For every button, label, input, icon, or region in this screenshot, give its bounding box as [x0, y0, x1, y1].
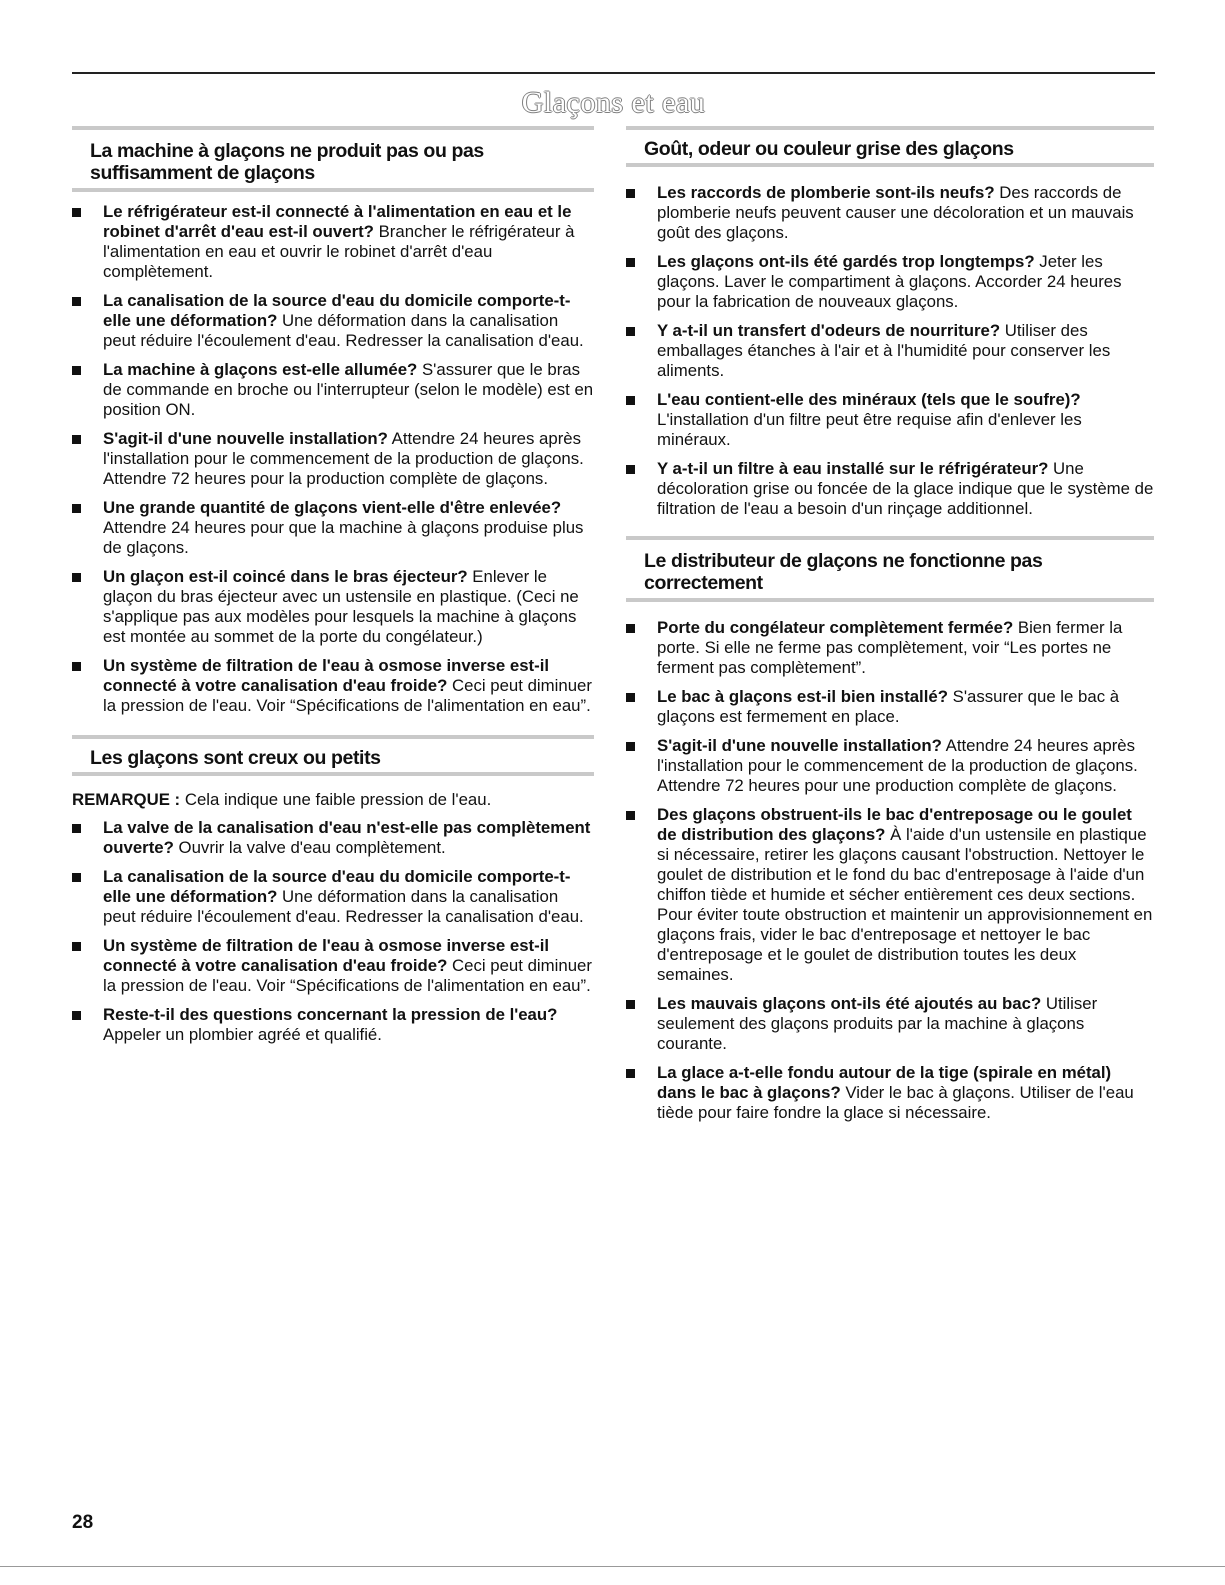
question: Reste-t-il des questions concernant la pression de l'eau? [103, 1005, 558, 1024]
item-list [626, 183, 1154, 519]
page-heading: Glaçons et eau [521, 86, 706, 119]
question: Le réfrigérateur est-il connecté à l'alimentation en eau et le robinet d'arrêt d'eau est-il ouvert? [103, 202, 572, 241]
answer: Jeter les glaçons. Laver le compartiment à glaçons. Accorder 24 heures pour la fabrication de nouveaux glaçons. [657, 252, 1122, 311]
list-item [626, 321, 1154, 381]
list-item [72, 1005, 594, 1045]
right-column [626, 126, 1154, 1132]
page-number: 28 [72, 1512, 94, 1533]
item-list [626, 618, 1154, 1123]
list-item [72, 818, 594, 858]
question: L'eau contient-elle des minéraux (tels que le soufre)? [657, 390, 1081, 409]
answer: À l'aide d'un ustensile en plastique si nécessaire, retirer les glaçons causant l'obstruction. Nettoyer le goulet de distribution et le fond du bac d'entreposage à l'aide d'un chiffon tiède et humide et sécher entièrement ces deux sections. Pour éviter toute obstruction et maintenir un approvisionnement en glaçons frais, vider le bac d'entreposage et nettoyer le bac d'entreposage et le goulet de distribution toutes les deux semaines. [657, 825, 1153, 984]
left-column [72, 126, 594, 1054]
question: Des glaçons obstruent-ils le bac d'entreposage ou le goulet de distribution des glaçons? [657, 805, 1132, 844]
answer: Utiliser des emballages étanches à l'air et à l'humidité pour conserver les aliments. [657, 321, 1111, 380]
item-list [72, 202, 594, 716]
list-item [72, 656, 594, 716]
question: La glace a-t-elle fondu autour de la tige (spirale en métal) dans le bac à glaçons? [657, 1063, 1112, 1102]
answer: Attendre 24 heures après l'installation pour le commencement de la production de glaçons. Attendre 72 heures pour une production complète de glaçons. [657, 736, 1138, 795]
section-title: Le distributeur de glaçons ne fonctionne pas correctement [626, 536, 1154, 602]
list-item [626, 183, 1154, 243]
question: Les mauvais glaçons ont-ils été ajoutés au bac? [657, 994, 1042, 1013]
question: Un glaçon est-il coincé dans le bras éjecteur? [103, 567, 468, 586]
section-title: Goût, odeur ou couleur grise des glaçons [626, 126, 1154, 167]
question: Porte du congélateur complètement fermée? [657, 618, 1014, 637]
list-item [626, 618, 1154, 678]
list-item [72, 360, 594, 420]
answer: Attendre 24 heures pour que la machine à glaçons produise plus de glaçons. [103, 518, 584, 557]
list-item [626, 390, 1154, 450]
question: La canalisation de la source d'eau du domicile comporte-t-elle une déformation? [103, 291, 571, 330]
list-item [626, 994, 1154, 1054]
answer: S'assurer que le bac à glaçons est fermement en place. [657, 687, 1120, 726]
question: Les glaçons ont-ils été gardés trop longtemps? [657, 252, 1035, 271]
section-title: Les glaçons sont creux ou petits [72, 735, 594, 776]
answer: Appeler un plombier agréé et qualifié. [103, 1025, 382, 1044]
section-title: La machine à glaçons ne produit pas ou pas suffisamment de glaçons [72, 126, 594, 192]
answer: Une déformation dans la canalisation peut réduire l'écoulement d'eau. Redresser la canalisation d'eau. [103, 311, 584, 350]
answer: Ceci peut diminuer la pression de l'eau. Voir “Spécifications de l'alimentation en eau”. [103, 676, 592, 715]
bottom-rule [0, 1566, 1225, 1567]
list-item [626, 459, 1154, 519]
list-item [72, 867, 594, 927]
answer: Une déformation dans la canalisation peut réduire l'écoulement d'eau. Redresser la canalisation d'eau. [103, 887, 584, 926]
answer: Brancher le réfrigérateur à l'alimentation en eau et ouvrir le robinet d'arrêt d'eau complètement. [103, 222, 575, 281]
note-text: Cela indique une faible pression de l'eau. [180, 790, 492, 809]
question: Un système de filtration de l'eau à osmose inverse est-il connecté à votre canalisation d'eau froide? [103, 656, 550, 695]
question: Le bac à glaçons est-il bien installé? [657, 687, 948, 706]
question: La machine à glaçons est-elle allumée? [103, 360, 418, 379]
question: Un système de filtration de l'eau à osmose inverse est-il connecté à votre canalisation d'eau froide? [103, 936, 550, 975]
list-item [72, 498, 594, 558]
list-item [626, 1063, 1154, 1123]
note-label: REMARQUE : [72, 790, 181, 809]
answer: Ouvrir la valve d'eau complètement. [173, 838, 446, 857]
list-item [626, 252, 1154, 312]
item-list [72, 818, 594, 1045]
question: Y a-t-il un transfert d'odeurs de nourriture? [657, 321, 1001, 340]
list-item [72, 202, 594, 282]
answer: Enlever le glaçon du bras éjecteur avec un ustensile en plastique. (Ceci ne s'applique pas aux modèles pour lesquels la machine à glaçons est montée au sommet de la porte du congélateur.) [103, 567, 579, 646]
question: Les raccords de plomberie sont-ils neufs? [657, 183, 995, 202]
list-item [72, 291, 594, 351]
list-item [626, 805, 1154, 985]
question: La valve de la canalisation d'eau n'est-elle pas complètement ouverte? [103, 818, 591, 857]
answer: Utiliser seulement des glaçons produits par la machine à glaçons courante. [657, 994, 1098, 1053]
answer: Bien fermer la porte. Si elle ne ferme pas complètement, voir “Les portes ne ferment pas complètement”. [657, 618, 1123, 677]
question: La canalisation de la source d'eau du domicile comporte-t-elle une déformation? [103, 867, 571, 906]
note [72, 790, 594, 810]
answer: S'assurer que le bras de commande en broche ou l'interrupteur (selon le modèle) est en position ON. [103, 360, 594, 419]
question: Y a-t-il un filtre à eau installé sur le réfrigérateur? [657, 459, 1049, 478]
list-item [626, 687, 1154, 727]
question: S'agit-il d'une nouvelle installation? [103, 429, 388, 448]
answer: L'installation d'un filtre peut être requise afin d'enlever les minéraux. [657, 410, 1082, 449]
answer: Ceci peut diminuer la pression de l'eau. Voir “Spécifications de l'alimentation en eau”. [103, 956, 592, 995]
answer: Attendre 24 heures après l'installation pour le commencement de la production de glaçons. Attendre 72 heures pour la production complète de glaçons. [103, 429, 584, 488]
list-item [626, 736, 1154, 796]
top-rule [72, 72, 1155, 74]
answer: Vider le bac à glaçons. Utiliser de l'eau tiède pour faire fondre la glace si nécessaire. [657, 1083, 1134, 1122]
answer: Une décoloration grise ou foncée de la glace indique que le système de filtration de l'eau a besoin d'un rinçage additionnel. [657, 459, 1154, 518]
answer: Des raccords de plomberie neufs peuvent causer une décoloration et un mauvais goût des glaçons. [657, 183, 1134, 242]
list-item [72, 567, 594, 647]
question: Une grande quantité de glaçons vient-elle d'être enlevée? [103, 498, 562, 517]
list-item [72, 429, 594, 489]
question: S'agit-il d'une nouvelle installation? [657, 736, 942, 755]
list-item [72, 936, 594, 996]
